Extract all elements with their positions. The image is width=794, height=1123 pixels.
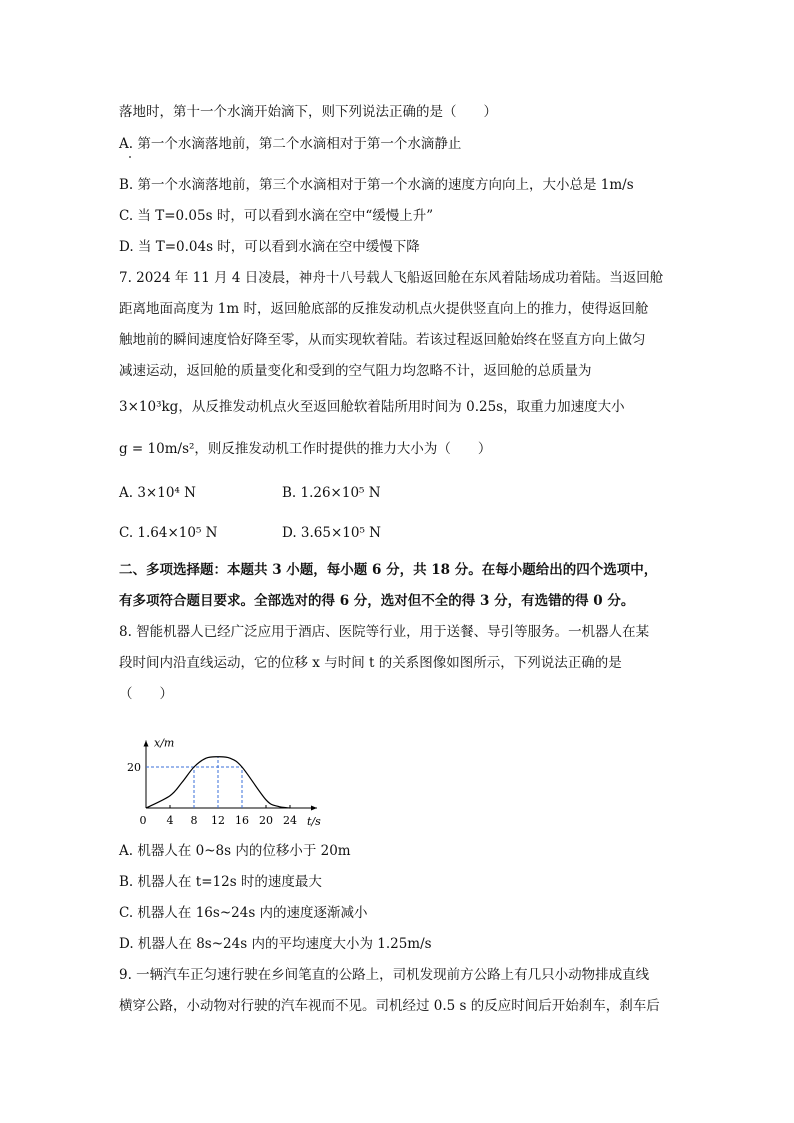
x-tick-label: 4	[166, 814, 174, 827]
q7-options-row-2	[119, 524, 381, 542]
section2-heading-line-1: 二、多项选择题：本题共 3 小题，每小题 6 分，共 18 分。在每小题给出的四个选项中，	[119, 562, 658, 578]
q7-option-d: D. 3.65×10⁵ N	[282, 525, 381, 541]
section2-heading-line-2: 有多项符合题目要求。全部选对的得 6 分，选对但不全的得 3 分，有选错的得 0 分。	[119, 593, 635, 609]
q7-stem-line-4: 减速运动，返回舱的质量变化和受到的空气阻力均忽略不计，返回舱的总质量为	[119, 363, 592, 379]
x-tick-label: 0	[139, 814, 147, 827]
q7-option-c: C. 1.64×10⁵ N	[119, 525, 218, 541]
q6-option-c: C. 当 T=0.05s 时，可以看到水滴在空中“缓慢上升”	[119, 208, 434, 224]
displacement-time-chart	[120, 708, 340, 830]
q9-stem-line-2: 横穿公路，小动物对行驶的汽车视而不见。司机经过 0.5 s 的反应时间后开始刹车，刹车后	[119, 998, 660, 1014]
q8-option-a: A. 机器人在 0~8s 内的位移小于 20m	[119, 843, 351, 859]
q7-stem-line-2: 距离地面高度为 1m 时，返回舱底部的反推发动机点火提供竖直向上的推力，使得返回舱	[119, 301, 649, 317]
stray-dot	[129, 156, 131, 158]
x-tick-label: 24	[283, 814, 297, 827]
q7-stem-line-5: 3×10³kg，从反推发动机点火至返回舱软着陆所用时间为 0.25s，取重力加速度大小	[119, 399, 625, 415]
q7-option-a: A. 3×10⁴ N	[119, 485, 196, 501]
q6-option-a: A. 第一个水滴落地前，第二个水滴相对于第一个水滴静止	[119, 136, 462, 152]
q6-stem-tail: 落地时，第十一个水滴开始滴下，则下列说法正确的是（ ）	[119, 104, 497, 120]
q6-option-d: D. 当 T=0.04s 时，可以看到水滴在空中缓慢下降	[119, 239, 420, 255]
x-axis-label: t/s	[307, 815, 321, 828]
q8-stem-line-3: （ ）	[119, 686, 173, 702]
q6-option-b: B. 第一个水滴落地前，第三个水滴相对于第一个水滴的速度方向向上，大小总是 1m/s	[119, 177, 634, 193]
q8-option-d: D. 机器人在 8s~24s 内的平均速度大小为 1.25m/s	[119, 936, 432, 952]
y-tick-label: 20	[127, 761, 141, 774]
q7-stem-line-3: 触地前的瞬间速度恰好降至零，从而实现软着陆。若该过程返回舱始终在竖直方向上做匀	[119, 332, 646, 348]
x-tick-label: 8	[190, 814, 198, 827]
q7-options-row-1	[119, 484, 381, 502]
q7-stem-line-1: 7. 2024 年 11 月 4 日凌晨，神舟十八号载人飞船返回舱在东风着陆场成功着陆。当返回舱	[119, 270, 664, 286]
x-tick-label: 12	[211, 814, 225, 827]
q8-option-c: C. 机器人在 16s~24s 内的速度逐渐减小	[119, 905, 368, 921]
q7-stem-line-6: g = 10m/s²，则反推发动机工作时提供的推力大小为（ ）	[119, 441, 492, 457]
q8-stem-line-2: 段时间内沿直线运动，它的位移 x 与时间 t 的关系图像如图所示，下列说法正确的是	[119, 655, 622, 671]
y-axis-label: x/m	[154, 736, 175, 750]
q7-option-b: B. 1.26×10⁵ N	[282, 485, 381, 501]
x-tick-label: 20	[259, 814, 273, 827]
x-tick-label: 16	[235, 814, 249, 827]
q9-stem-line-1: 9. 一辆汽车正匀速行驶在乡间笔直的公路上，司机发现前方公路上有几只小动物排成直线	[119, 967, 650, 983]
q8-stem-line-1: 8. 智能机器人已经广泛应用于酒店、医院等行业，用于送餐、导引等服务。一机器人在某	[119, 624, 650, 640]
x-axis-arrow	[311, 806, 317, 811]
q8-option-b: B. 机器人在 t=12s 时的速度最大	[119, 874, 322, 890]
y-axis-arrow	[144, 741, 149, 747]
